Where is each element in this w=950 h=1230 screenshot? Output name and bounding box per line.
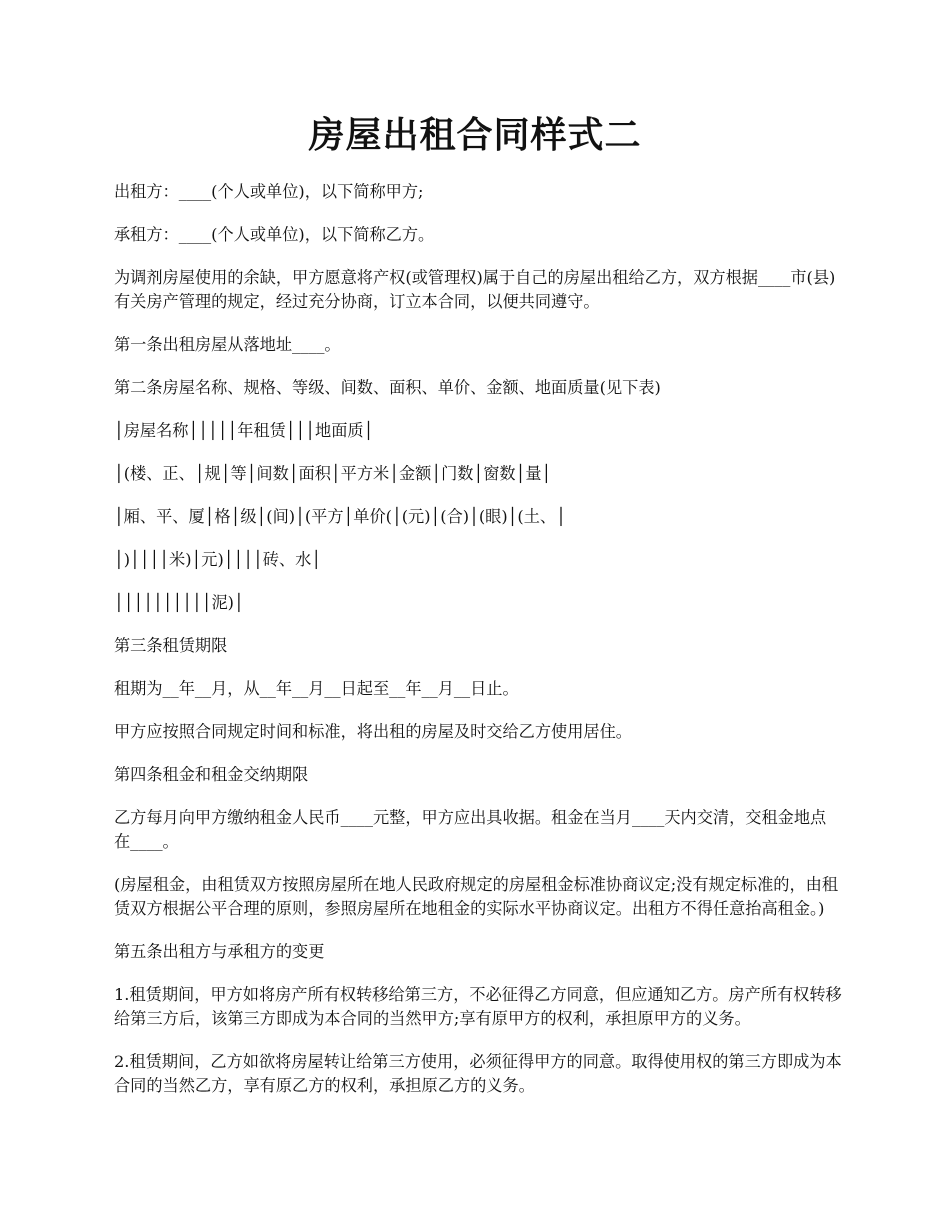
table-line-5: ││││││││││泥)│	[114, 593, 244, 612]
document-body	[114, 180, 842, 1117]
lease-term-line: 租期为__年__月，从__年__月__日起至__年__月__日止。	[114, 679, 519, 698]
lessee-line: 承租方：____(个人或单位)，以下简称乙方。	[114, 225, 435, 244]
rent-note-paragraph: (房屋租金，由租赁双方按照房屋所在地人民政府规定的房屋租金标准协商议定;没有规定标准的，由租赁双方根据公平合理的原则，参照房屋所在地租金的实际水平协商议定。出租方不得任意抬高租金。)	[114, 875, 839, 918]
table-line-4: │)││││米)│元)││││砖、水│	[114, 550, 322, 569]
article-5-clause-1: 1.租赁期间，甲方如将房产所有权转移给第三方，不必征得乙方同意，但应通知乙方。房产所有权转移给第三方后，该第三方即成为本合同的当然甲方;享有原甲方的权利，承担原甲方的义务。	[114, 985, 842, 1028]
article-2-heading: 第二条房屋名称、规格、等级、间数、面积、单价、金额、地面质量(见下表)	[114, 378, 661, 397]
table-line-1: │房屋名称│││││年租赁│││地面质│	[114, 421, 374, 440]
rent-payment-paragraph: 乙方每月向甲方缴纳租金人民币____元整，甲方应出具收据。租金在当月____天内交清，交租金地点在____。	[114, 808, 827, 851]
table-line-2: │(楼、正、│规│等│间数│面积│平方米│金额│门数│窗数│量│	[114, 464, 552, 483]
preamble-paragraph: 为调剂房屋使用的余缺，甲方愿意将产权(或管理权)属于自己的房屋出租给乙方，双方根据____市(县)有关房产管理的规定，经过充分协商，订立本合同，以便共同遵守。	[114, 268, 836, 311]
article-1: 第一条出租房屋从落地址____。	[114, 335, 341, 354]
table-line-3: │厢、平、厦│格│级│(间)│(平方│单价(│(元)│(合)│(眼)│(土、│	[114, 507, 566, 526]
lessor-line: 出租方：____(个人或单位)，以下简称甲方;	[114, 182, 424, 201]
article-4-heading: 第四条租金和租金交纳期限	[114, 765, 309, 784]
article-3-heading: 第三条租赁期限	[114, 636, 228, 655]
document-title: 房屋出租合同样式二	[308, 114, 642, 156]
article-5-heading: 第五条出租方与承租方的变更	[114, 942, 325, 961]
handover-line: 甲方应按照合同规定时间和标准，将出租的房屋及时交给乙方使用居住。	[114, 722, 632, 741]
article-5-clause-2: 2.租赁期间，乙方如欲将房屋转让给第三方使用，必须征得甲方的同意。取得使用权的第三方即成为本合同的当然乙方，享有原乙方的权利，承担原乙方的义务。	[114, 1052, 842, 1095]
